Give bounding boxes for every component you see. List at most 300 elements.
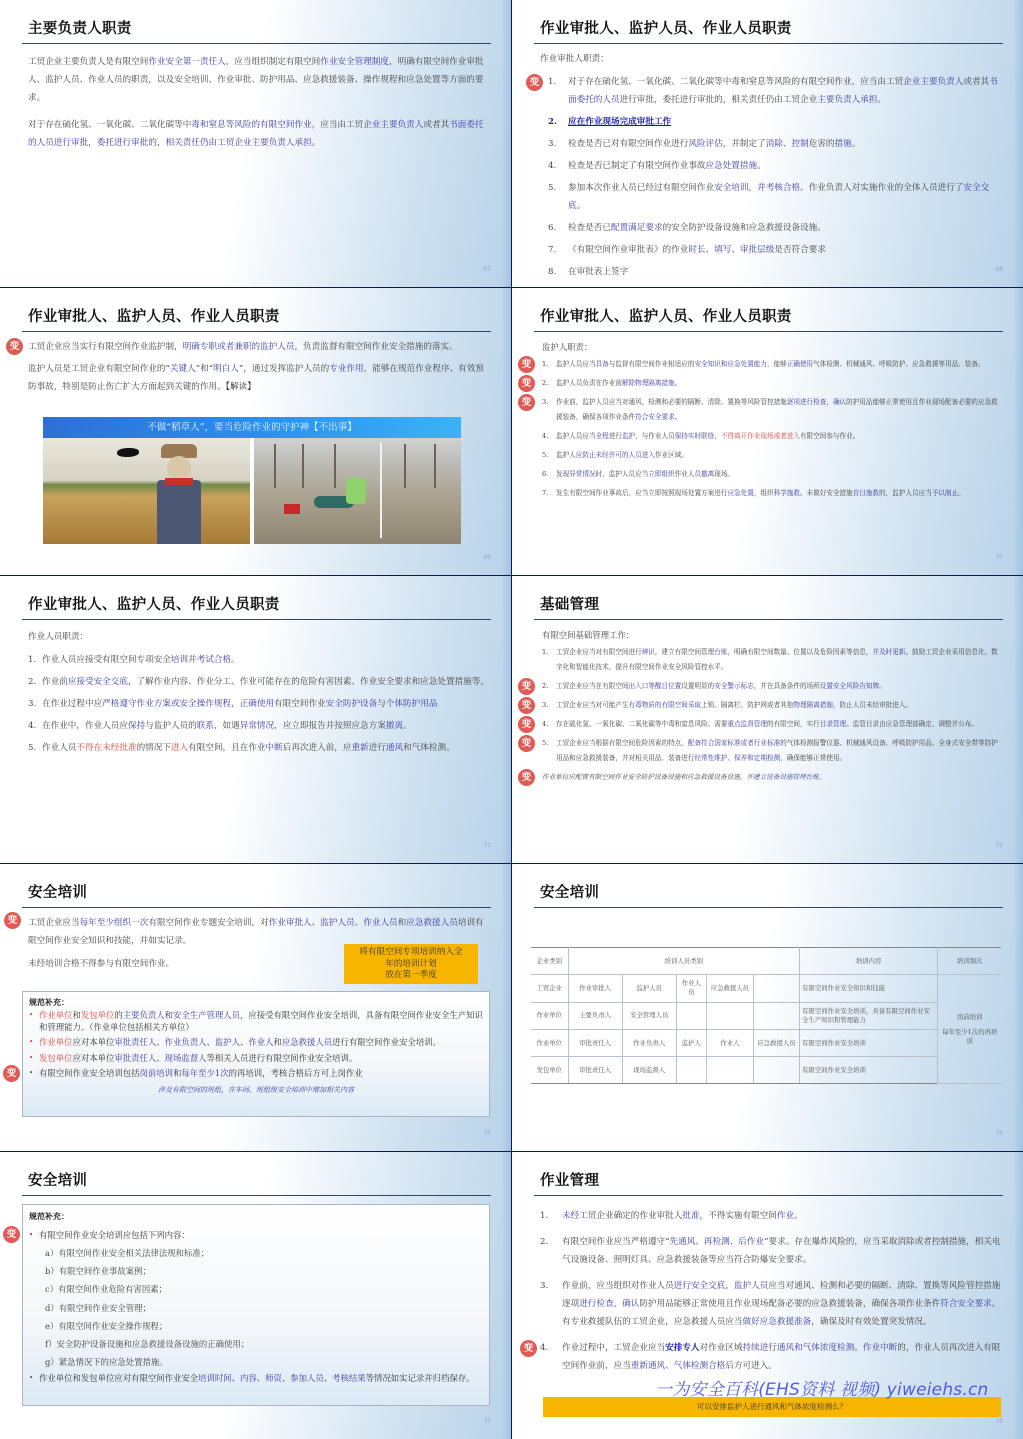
text-run: 进行有限空间作业安全培训。 (332, 1037, 441, 1047)
spec-supplement-box (6, 1204, 490, 1406)
highlight-text: 保持实时联络 (674, 432, 715, 440)
training-table (531, 947, 1001, 1084)
worker-shape (346, 478, 366, 504)
text-run: ，应当组织制定有限空间 (225, 57, 321, 67)
spec-footnote: 涉及有限空间的班组，在车间、班组级安全培训中增加相关内容 (158, 1085, 354, 1094)
highlight-text: 专业作用 (329, 364, 364, 374)
pole-shape (380, 442, 382, 538)
title-divider (22, 43, 491, 44)
highlight-text: 科学施救 (773, 489, 800, 497)
text-run: 与 (377, 699, 386, 709)
highlight-text: 师资 (265, 1373, 282, 1384)
highlight-text: 正确使用 (239, 699, 275, 709)
highlight-text: 每年至少1次 (181, 1068, 229, 1078)
item-number: 4. (548, 161, 557, 171)
category-cell: 发包单位 (531, 1057, 568, 1084)
item-number: 2. (542, 682, 549, 690)
text-run: ，明确有限空间数量、位置以及危险因素等信息， (727, 648, 873, 656)
text-run: 、 (323, 1373, 333, 1384)
personnel-cell: 作业人 (706, 1029, 753, 1056)
highlight-text: 不得在未经批准 (76, 743, 137, 753)
highlight-text: 全程 (595, 432, 609, 440)
text-run: ，应当由工贸 (311, 120, 364, 130)
spec-bullet: • 有限空间作业安全培训应包括下列内容： 变 (29, 1226, 483, 1244)
text-run: 对作业区域 (699, 1343, 743, 1353)
text-run: ”要求。存在爆炸风险的，应当采取消除或者控制措施，相关电气设施设备、照明灯具、应急救援装备等应当符合防爆安全要求。 (562, 1237, 1001, 1265)
change-badge-icon: 变 (518, 375, 535, 392)
text-run: ，建立有限空间管理 (654, 648, 715, 656)
text-run: 。 (794, 1211, 803, 1221)
text-run: ，与作业人员 (635, 432, 675, 440)
text-run: 有限空间参与作业。 (799, 432, 860, 440)
list-item (540, 179, 1001, 215)
item-number: 1. (542, 648, 549, 656)
text-run: ，了解作业内容、作业分工、作业可能存在的危险有害因素、作业安全要求和应急处置措施等。 (127, 677, 489, 687)
spec-bullet (29, 1053, 483, 1065)
highlight-text: 配置满足要求 (610, 223, 663, 233)
list-intro: 监护人职责： (542, 342, 593, 352)
list-item (542, 645, 1001, 675)
personnel-cell (706, 1002, 753, 1029)
text-run: 作业单位和发包单位应对有限空间作业安全 (39, 1373, 199, 1384)
item-number: 3. (540, 1281, 549, 1291)
highlight-text: 监护 (621, 432, 636, 440)
text-run: 应对本单位 (72, 1037, 115, 1047)
highlight-text: 安全知识和应急处置能力 (694, 360, 767, 368)
personnel-cell: 主要负责人 (568, 1002, 622, 1029)
page-number: 74 (995, 1130, 1003, 1137)
scarecrow-photo (43, 438, 250, 544)
text-run: ，能够在规范作业程序、有效预防事故，特别是防止伤亡扩大方面起到关键的作用。 (28, 364, 484, 392)
personnel-cell: 应急救援人员 (753, 1029, 799, 1056)
list-item (540, 241, 1001, 259)
text-run: 等情况如实记录并归档保存。 (365, 1373, 475, 1384)
slide-title: 安全培训 (28, 1173, 88, 1189)
text-run: 和 (72, 1010, 81, 1020)
item-number: 5. (28, 743, 37, 753)
change-badge-icon: 变 (518, 394, 535, 411)
frequency-cell (938, 975, 1001, 1084)
text-run: 、 (354, 918, 364, 928)
image-banner (43, 417, 461, 544)
tree-shape (334, 444, 336, 488)
slide-body (521, 340, 1001, 505)
highlight-text: 消除 (765, 139, 783, 149)
text-run: 后再次进入前，应 (282, 743, 352, 753)
highlight-text: 保持 (127, 721, 146, 731)
page-number: 76 (995, 1418, 1003, 1425)
text-run: ，防止人员未经审批进入。 (832, 701, 913, 709)
text-run: ， (156, 138, 166, 148)
highlight-text: 通风 (385, 743, 404, 753)
item-number: 5. (542, 451, 549, 459)
title-divider (22, 331, 491, 332)
list-item (540, 135, 1001, 153)
title-divider (22, 1195, 491, 1196)
page-number: 72 (995, 842, 1003, 849)
highlight-text: 安全警示标志 (714, 682, 754, 690)
highlight-text: 主要负责人 (122, 1010, 165, 1020)
personnel-cell: 监护人员 (622, 975, 676, 1002)
text-run: 等相关人员进行有限空间作业安全培训。 (206, 1052, 358, 1063)
change-badge-icon: 变 (526, 74, 543, 91)
change-badge-icon: 变 (4, 912, 21, 929)
item-number: 1. (540, 1211, 549, 1221)
paragraph (28, 360, 489, 396)
highlight-text: 明白人 (213, 364, 239, 374)
category-cell: 作业单位 (531, 1002, 568, 1029)
text-run: 未经培训合格不得参与有限空间作业。 (28, 959, 175, 969)
highlight-text: 安全培训 (714, 183, 749, 193)
paragraph (28, 116, 489, 152)
slide-title: 作业审批人、监护人员、作业人员职责 (28, 597, 280, 613)
highlight-text: 作业安全管理制度 (320, 57, 389, 67)
highlight-text: 委托进行审批的 (96, 138, 157, 148)
slide-body (523, 1207, 1001, 1383)
highlight-text: 。 (818, 773, 826, 781)
header-cell: 培训内容 (800, 948, 938, 975)
text-run: 。 (231, 655, 240, 665)
text-run: 工贸企业主要负责人是有限空间 (28, 57, 149, 67)
text-run: 工贸企业应当对有限空间进行 (556, 648, 642, 656)
category-cell: 作业单位 (531, 1029, 568, 1056)
text-run: 。 (854, 1343, 863, 1353)
highlight-text: 【解读】 (225, 382, 256, 392)
item-number: 1. (28, 655, 37, 665)
text-run: 检查是否已制定了有限空间作业事故 (568, 161, 706, 171)
confined-space-worksite-photo (254, 438, 461, 544)
text-run: 在作业中，作业人员应 (42, 721, 128, 731)
text-run: 有限空间作业安全培训包括 (39, 1068, 140, 1078)
banner-caption: 不做“稻草人”，要当危险作业的守护神【不出事】 (43, 417, 461, 438)
change-badge-icon: 变 (3, 1065, 20, 1082)
text-run: 、 (206, 1037, 215, 1047)
highlight-text: 书面委托的人员 (568, 77, 998, 105)
text-run: 在审批表上签字 (568, 267, 629, 277)
slide-74 (512, 864, 1023, 1151)
highlight-text: 作业 (776, 1211, 795, 1221)
highlight-text: 安全防护设备 (325, 699, 378, 709)
highlight-text: 并及时更新 (872, 648, 906, 656)
tree-shape (302, 444, 304, 488)
item-number: 3. (548, 139, 557, 149)
page-number: 73 (483, 1130, 491, 1137)
highlight-text: 发包单位 (39, 1052, 73, 1063)
highlight-text: 填写 (714, 245, 732, 255)
highlight-text: 符合安全要求 (635, 413, 675, 421)
item-number: 2. (540, 1237, 549, 1247)
text-run: 的再培训，考核合格后方可上岗作业 (228, 1068, 363, 1078)
list-intro: 有限空间基础管理工作： (542, 630, 635, 640)
category-cell: 工贸企业 (531, 975, 568, 1002)
slide-68 (512, 0, 1023, 287)
page-number: 71 (483, 842, 491, 849)
text-run: 或者其 (423, 120, 450, 130)
content-cell: 有限空间作业安全知识和技能 (800, 975, 938, 1002)
frequency-line: 岗前培训 (956, 1012, 983, 1021)
item-number: 5. (548, 183, 557, 193)
text-run: 的，作业人员再次进入有限空间作业前，应当 (562, 1343, 1001, 1371)
highlight-text: 监护人 (214, 1037, 240, 1047)
highlight-text: 联系 (196, 721, 214, 731)
text-run: 并 (188, 655, 197, 665)
text-run: 发生有限空间作业事故后，应当立即按照现场处置方案进行 (556, 489, 728, 497)
list-item (28, 739, 489, 757)
text-run: 的有限空间，实行 (767, 720, 820, 728)
highlight-text: 持续进行通风和气体浓度检测 (742, 1343, 855, 1353)
header-cell: 企业类别 (531, 948, 568, 975)
highlight-text: 做好应急救援准备 (742, 1317, 812, 1327)
highlight-text: 培训 (170, 655, 189, 665)
highlight-text: 物理隔离措施 (793, 701, 833, 709)
change-badge-icon: 变 (520, 1340, 537, 1357)
list-intro: 作业审批人职责： (540, 54, 609, 64)
text-run: 存在硫化氢、一氧化碳、二氧化碳等中毒和窒息风险、需要 (556, 720, 728, 728)
highlight-text: 主要负责人承担 (817, 95, 878, 105)
text-run: ， (725, 1281, 734, 1291)
highlight-text: 不得离开作业现场或者进入 (720, 432, 800, 440)
text-run: 。 (674, 413, 682, 421)
change-badge-icon: 变 (518, 735, 535, 752)
list-item (540, 1277, 1001, 1331)
slide-title: 主要负责人职责 (28, 21, 132, 37)
highlight-text: 具备 (595, 360, 609, 368)
table-header-row (531, 948, 1001, 975)
spec-bullet (6, 1068, 483, 1080)
text-run: 进行审批，委托进行审批的，相关责任仍由工贸企业 (619, 95, 818, 105)
training-plan-callout (344, 944, 478, 984)
highlight-text: 考试合格 (196, 655, 232, 665)
highlight-text: 保养和定期检测 (734, 754, 781, 762)
text-run: 防护用品能够正常使用且作业现场配备必要的应急救援装备，确保各项作业条件 (639, 1299, 941, 1309)
item-number: 8. (548, 267, 557, 277)
header-cell: 培训人员类别 (568, 948, 799, 975)
list-item (542, 429, 1001, 444)
highlight-text: 明确专职或者兼职的监护人员 (182, 342, 295, 352)
text-run: 气体检测、机械通风、呼吸防护、应急救援等用品、装备。 (813, 360, 985, 368)
text-run: ，确保及时有效处置突发情况。 (811, 1317, 932, 1327)
text-run: 的情况下 (136, 743, 171, 753)
text-run: 。 (879, 682, 886, 690)
slide-70 (512, 288, 1023, 575)
table-row (531, 1002, 1001, 1029)
page-number: 69 (483, 554, 491, 561)
photo-row (43, 438, 461, 544)
highlight-text: 相关责任仍由工贸企业主要负责人承担 (165, 138, 312, 148)
table-row (531, 1029, 1001, 1056)
highlight-text: 作业人员 (363, 918, 398, 928)
text-run: 、 (782, 139, 792, 149)
highlight-text: 确认 (622, 1299, 640, 1309)
slide-72 (512, 576, 1023, 863)
list-item (521, 395, 1001, 425)
paragraph (28, 955, 328, 973)
table-row (531, 1057, 1001, 1084)
text-run: 作业人员应接受有限空间专项安全 (42, 655, 171, 665)
change-badge-icon: 变 (518, 769, 535, 786)
list-item (521, 679, 1001, 694)
personnel-cell: 审批责任人 (568, 1057, 622, 1084)
list-item (521, 698, 1001, 713)
highlight-text: 作业中断 (862, 1343, 898, 1353)
highlight-text: 进入 (170, 743, 189, 753)
highlight-text: 异常情况 (239, 721, 275, 731)
text-run: 监护人员是工贸企业有限空间作业的“ (28, 364, 170, 374)
list-item (521, 736, 1001, 766)
personnel-cell: 作业负责人 (622, 1029, 676, 1056)
slide-title: 基础管理 (540, 597, 600, 613)
highlight-text: 重新 (351, 743, 369, 753)
text-run: 、 (231, 1373, 240, 1384)
spec-sub-item: d）有限空间作业安全管理； (45, 1302, 151, 1313)
text-run: 是否符合要求 (774, 245, 826, 255)
item-number: 2. (548, 117, 557, 127)
text-run: 应对本单位 (72, 1052, 115, 1063)
item-number: 6. (548, 223, 557, 233)
text-run: 。 (877, 95, 887, 105)
highlight-text: 有毒物质的有限空间采取 (628, 701, 702, 709)
slide-body (28, 53, 489, 161)
personnel-cell: 监护人 (676, 1029, 706, 1056)
highlight-text: 应急处置措施 (705, 161, 758, 171)
highlight-text: 重新通风、气体检测合格 (630, 1361, 726, 1371)
slide-title: 作业审批人、监护人员、作业人员职责 (540, 21, 792, 37)
text-run: 。 (576, 201, 586, 211)
title-divider (534, 331, 1003, 332)
title-divider (534, 907, 1003, 908)
text-run: 对于存在硫化氢、一氧化碳、二氧化碳等中 (28, 120, 192, 130)
highlight-text: 并考核合格 (757, 183, 801, 193)
highlight-text: 盲目施救 (852, 489, 880, 497)
text-run: 作业区域。 (654, 451, 688, 459)
highlight-text: 严格遵守作业方案或安全操作规程 (102, 699, 232, 709)
slide-body (9, 338, 489, 400)
text-run: 。 (311, 138, 321, 148)
page-number: 68 (995, 266, 1003, 273)
slide-69 (0, 288, 511, 575)
highlight-text: 安排专人 (665, 1343, 700, 1353)
text-run: ，并制定了 (722, 139, 766, 149)
highlight-text: 作业安全第一责任人 (148, 57, 226, 67)
scarecrow-face-shape (167, 456, 191, 480)
paragraph (9, 338, 489, 356)
change-badge-icon: 变 (518, 356, 535, 373)
highlight-text: 防止未经许可的人员进入 (582, 451, 655, 459)
list-item (542, 486, 1001, 501)
text-run: ， (714, 432, 721, 440)
list-item (542, 448, 1001, 463)
text-run: 。有专业救援队伍的工贸企业，应急救援人员应当 (562, 1299, 1001, 1327)
slide-title: 作业审批人、监护人员、作业人员职责 (540, 309, 792, 325)
text-run: 。 (403, 721, 412, 731)
spec-bullet (29, 1010, 483, 1033)
text-run: 防护用品能够正常使用且作业现场配备必要的应急救援装备，确保各项作业条件 (556, 398, 998, 421)
change-badge-icon: 变 (518, 678, 535, 695)
text-run: 作业前 (42, 677, 68, 687)
spec-bullet (29, 1373, 483, 1385)
slide-title: 安全培训 (540, 885, 600, 901)
highlight-text: 辨识 (641, 648, 655, 656)
highlight-text: 现场监督人 (164, 1052, 207, 1063)
text-run: 、 (281, 1373, 291, 1384)
slide-body (521, 628, 1001, 789)
highlight-text: 出入口等醒目位置 (628, 682, 682, 690)
text-run: 工贸企业应当根据有限空间危险因素的特点， (556, 739, 688, 747)
callout-line: 年的培训计划 (385, 958, 437, 969)
item-number: 4. (542, 432, 549, 440)
highlight-text: 措施 (834, 139, 852, 149)
highlight-text: 安全生产管理人员 (173, 1010, 240, 1020)
text-run: 现场。 (714, 470, 735, 478)
text-run: 设置明显的 (681, 682, 715, 690)
text-run: 作业人员 (674, 470, 702, 478)
text-run: 和 (397, 918, 407, 928)
list-item (28, 673, 489, 691)
table-row (531, 975, 1001, 1002)
text-run: 、 (727, 754, 735, 762)
text-run: ，确保能够正常使用。 (780, 754, 847, 762)
text-run: 监护人员应当 (556, 360, 596, 368)
text-run: 有限空间作业 (274, 699, 326, 709)
text-run: ，应接受有限空间作业安全培训，具备有限空间作业安全生产知识和管理能力。（作业单位包括相关方单位） (39, 1010, 483, 1032)
highlight-text: 中断 (265, 743, 283, 753)
spec-sub-item: e）有限空间作业安全操作规程； (45, 1320, 168, 1331)
text-run: ，组织 (753, 489, 774, 497)
list-item (540, 157, 1001, 175)
text-run: 进行 (368, 743, 386, 753)
highlight-text: 符合安全要求 (940, 1299, 992, 1309)
slide-body (28, 628, 489, 761)
tree-shape (434, 444, 436, 488)
text-run: 、 (156, 1037, 165, 1047)
item-number: 4. (542, 720, 549, 728)
text-run: 。 (674, 379, 682, 387)
highlight-text: 经常性维护 (694, 754, 728, 762)
slide-title: 作业管理 (540, 1173, 600, 1189)
highlight-text: 作业负责人 (164, 1037, 207, 1047)
text-run: 发现 (556, 470, 570, 478)
highlight-text: 撤离 (701, 470, 715, 478)
list-item (540, 263, 1001, 281)
item-number: 6. (542, 470, 549, 478)
spec-supplement-box (6, 991, 490, 1117)
highlight-text: 每年至少组织一次 (79, 918, 149, 928)
highlight-text: 进行检查 (579, 1299, 614, 1309)
text-run: 。 (851, 139, 861, 149)
text-run: ， (88, 138, 97, 148)
personnel-cell: 安全管理人员 (622, 1002, 676, 1029)
text-run: 、 (731, 245, 740, 255)
text-run: 、 (156, 1052, 165, 1063)
list-item (523, 1339, 1001, 1375)
footer-note (521, 770, 1001, 785)
personnel-cell (753, 975, 799, 1002)
text-run: 。 (757, 161, 766, 171)
item-number: 3. (28, 699, 37, 709)
text-run: 。监管目录由应急管理部确定、调整并公布。 (846, 720, 978, 728)
highlight-text: 发包单位 (80, 1010, 115, 1020)
highlight-text: 立即组织 (648, 470, 675, 478)
highlight-text: 建立设备设施管理台账 (753, 773, 819, 781)
page-number: 67 (483, 266, 491, 273)
slide-76 (512, 1152, 1023, 1439)
highlight-text: 时长 (688, 245, 706, 255)
text-run: 。 (958, 489, 965, 497)
text-run: 《有限空间作业审批表》的作业 (568, 245, 689, 255)
text-run: 与监督有限空间作业相适应的 (608, 360, 695, 368)
personnel-cell: 现场监督人 (622, 1057, 676, 1084)
text-run: 参加本次作业人员已经过有限空间作业 (568, 183, 715, 193)
